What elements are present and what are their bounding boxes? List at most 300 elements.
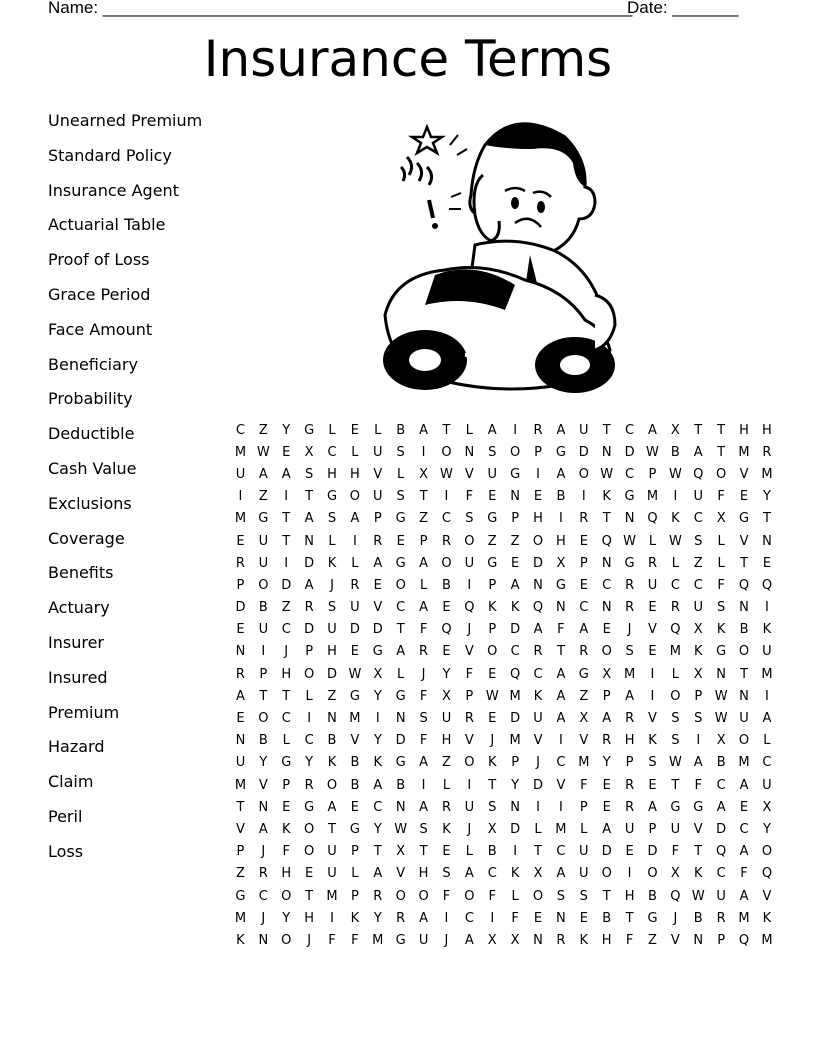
grid-letter[interactable]: P [694,688,703,704]
grid-letter[interactable]: E [373,577,382,593]
grid-letter[interactable]: O [532,888,544,904]
grid-letter[interactable]: E [511,555,520,571]
grid-letter[interactable]: N [395,799,406,815]
grid-letter[interactable]: O [304,821,315,837]
grid-letter[interactable]: G [395,555,406,571]
grid-letter[interactable]: X [304,444,314,460]
grid-letter[interactable]: L [328,422,336,438]
grid-letter[interactable]: D [510,622,521,638]
grid-letter[interactable]: X [693,622,703,638]
grid-letter[interactable]: N [624,511,635,527]
grid-letter[interactable]: M [761,932,773,948]
grid-letter[interactable]: G [235,888,246,904]
grid-letter[interactable]: A [235,688,245,704]
grid-letter[interactable]: I [696,733,701,749]
grid-letter[interactable]: Y [442,666,451,682]
grid-letter[interactable]: C [304,733,314,749]
grid-letter[interactable]: U [579,844,589,860]
grid-letter[interactable]: V [533,733,543,749]
grid-letter[interactable]: V [579,733,589,749]
grid-letter[interactable]: R [396,910,406,926]
grid-letter[interactable]: E [739,799,749,815]
grid-letter[interactable]: U [579,866,589,882]
grid-letter[interactable]: O [532,533,544,549]
grid-letter[interactable]: C [281,622,291,638]
grid-letter[interactable]: P [602,688,611,704]
grid-letter[interactable]: V [464,644,474,660]
grid-letter[interactable]: S [694,533,703,549]
grid-letter[interactable]: I [765,688,769,704]
grid-letter[interactable]: F [694,777,702,793]
grid-letter[interactable]: E [602,777,611,793]
grid-letter[interactable]: N [510,489,520,505]
grid-letter[interactable]: F [625,932,634,948]
grid-letter[interactable]: T [282,688,291,704]
grid-letter[interactable]: O [441,444,452,460]
grid-letter[interactable]: X [533,866,543,882]
grid-letter[interactable]: N [235,733,246,749]
grid-letter[interactable]: K [510,600,520,616]
grid-letter[interactable]: R [304,600,314,616]
grid-letter[interactable]: J [307,932,312,948]
grid-letter[interactable]: Z [419,511,429,527]
grid-letter[interactable]: Q [761,866,773,882]
grid-letter[interactable]: I [444,910,449,926]
grid-letter[interactable]: Z [442,755,451,771]
grid-letter[interactable]: G [304,799,315,815]
grid-letter[interactable]: Q [670,622,681,638]
grid-letter[interactable]: U [373,444,383,460]
grid-letter[interactable]: C [625,422,635,438]
grid-letter[interactable]: C [602,577,612,593]
grid-letter[interactable]: N [601,555,612,571]
grid-letter[interactable]: C [373,799,383,815]
grid-letter[interactable]: O [487,644,498,660]
grid-letter[interactable]: W [485,688,499,704]
grid-letter[interactable]: Q [670,888,681,904]
grid-letter[interactable]: A [327,799,337,815]
grid-letter[interactable]: P [259,666,268,682]
grid-letter[interactable]: K [602,489,611,505]
grid-letter[interactable]: E [282,444,291,460]
grid-letter[interactable]: E [488,666,497,682]
grid-letter[interactable]: B [693,910,703,926]
grid-letter[interactable]: O [601,644,612,660]
grid-letter[interactable]: R [373,533,383,549]
grid-letter[interactable]: Q [738,932,750,948]
grid-letter[interactable]: K [487,755,497,771]
grid-letter[interactable]: B [648,888,657,904]
grid-letter[interactable]: M [234,910,247,926]
grid-letter[interactable]: E [762,555,772,571]
grid-letter[interactable]: R [625,799,635,815]
grid-letter[interactable]: G [670,799,681,815]
grid-letter[interactable]: C [625,466,635,482]
grid-letter[interactable]: E [533,910,543,926]
grid-letter[interactable]: N [533,932,543,948]
grid-letter[interactable]: K [327,755,337,771]
grid-letter[interactable]: S [488,799,497,815]
grid-letter[interactable]: S [488,444,497,460]
grid-letter[interactable]: I [650,666,655,682]
grid-letter[interactable]: A [556,688,566,704]
grid-letter[interactable]: R [441,533,451,549]
grid-letter[interactable]: G [555,577,566,593]
grid-letter[interactable]: V [258,777,268,793]
grid-letter[interactable]: G [349,688,360,704]
grid-letter[interactable]: K [281,821,291,837]
grid-letter[interactable]: I [627,866,632,882]
grid-letter[interactable]: O [670,688,681,704]
grid-letter[interactable]: F [671,844,680,860]
grid-letter[interactable]: T [396,622,405,638]
grid-letter[interactable]: U [670,821,681,837]
grid-letter[interactable]: P [350,844,359,860]
grid-letter[interactable]: A [693,755,703,771]
grid-letter[interactable]: V [762,888,772,904]
grid-letter[interactable]: D [327,666,338,682]
grid-letter[interactable]: E [648,600,657,616]
grid-letter[interactable]: E [236,711,245,727]
grid-letter[interactable]: C [670,577,680,593]
grid-letter[interactable]: R [533,644,543,660]
grid-letter[interactable]: J [673,910,678,926]
grid-letter[interactable]: S [327,600,337,616]
grid-letter[interactable]: F [488,888,496,904]
grid-letter[interactable]: U [693,600,704,616]
grid-letter[interactable]: E [579,533,588,549]
grid-letter[interactable]: D [533,777,544,793]
grid-letter[interactable]: N [464,444,475,460]
grid-letter[interactable]: G [624,489,635,505]
grid-letter[interactable]: C [441,511,451,527]
grid-letter[interactable]: M [738,755,750,771]
grid-letter[interactable]: R [716,910,726,926]
grid-letter[interactable]: T [442,422,451,438]
grid-letter[interactable]: H [281,666,292,682]
grid-letter[interactable]: K [373,755,383,771]
grid-letter[interactable]: C [533,666,543,682]
grid-letter[interactable]: O [281,932,292,948]
grid-letter[interactable]: N [601,444,612,460]
grid-letter[interactable]: A [419,755,429,771]
grid-letter[interactable]: L [397,466,405,482]
grid-letter[interactable]: U [418,932,429,948]
grid-letter[interactable]: I [558,733,563,749]
grid-letter[interactable]: K [693,866,703,882]
grid-letter[interactable]: H [601,932,612,948]
grid-letter[interactable]: X [579,711,589,727]
grid-letter[interactable]: G [395,755,406,771]
grid-letter[interactable]: M [623,666,636,682]
grid-letter[interactable]: V [670,932,680,948]
grid-letter[interactable]: O [464,533,475,549]
grid-letter[interactable]: T [625,910,634,926]
grid-letter[interactable]: X [670,866,680,882]
grid-letter[interactable]: A [258,821,268,837]
grid-letter[interactable]: S [671,711,680,727]
grid-letter[interactable]: G [487,555,498,571]
grid-letter[interactable]: M [669,644,681,660]
grid-letter[interactable]: E [442,844,451,860]
grid-letter[interactable]: L [442,777,451,793]
grid-letter[interactable]: I [421,444,426,460]
grid-letter[interactable]: M [738,910,750,926]
grid-letter[interactable]: S [579,888,588,904]
grid-letter[interactable]: I [490,910,495,926]
grid-letter[interactable]: U [258,555,269,571]
grid-letter[interactable]: G [487,511,498,527]
grid-letter[interactable]: K [648,733,657,749]
grid-letter[interactable]: T [328,821,336,837]
grid-letter[interactable]: S [304,466,314,482]
grid-letter[interactable]: S [625,644,634,660]
grid-letter[interactable]: R [602,733,612,749]
grid-letter[interactable]: O [304,666,315,682]
grid-letter[interactable]: G [281,755,292,771]
grid-letter[interactable]: N [395,711,406,727]
grid-letter[interactable]: E [579,577,588,593]
grid-letter[interactable]: T [534,844,542,860]
grid-letter[interactable]: X [716,733,726,749]
grid-letter[interactable]: D [395,733,406,749]
grid-letter[interactable]: X [487,932,497,948]
grid-letter[interactable]: I [284,489,289,505]
grid-letter[interactable]: E [533,489,543,505]
grid-letter[interactable]: A [304,577,314,593]
grid-letter[interactable]: C [464,910,474,926]
grid-letter[interactable]: H [327,466,337,482]
grid-letter[interactable]: A [556,422,566,438]
grid-letter[interactable]: P [511,755,520,771]
grid-letter[interactable]: U [487,466,497,482]
grid-letter[interactable]: W [714,688,728,704]
grid-letter[interactable]: M [509,733,521,749]
grid-letter[interactable]: R [235,555,245,571]
grid-letter[interactable]: I [558,511,563,527]
grid-letter[interactable]: A [716,799,726,815]
grid-letter[interactable]: O [738,644,750,660]
grid-letter[interactable]: A [648,422,657,438]
grid-letter[interactable]: D [349,622,360,638]
grid-letter[interactable]: N [693,932,704,948]
grid-letter[interactable]: R [556,932,566,948]
grid-letter[interactable]: O [258,577,269,593]
grid-letter[interactable]: A [556,711,566,727]
grid-letter[interactable]: G [258,511,269,527]
grid-letter[interactable]: T [236,799,245,815]
grid-letter[interactable]: X [442,688,451,704]
grid-letter[interactable]: C [762,755,772,771]
grid-letter[interactable]: T [282,533,291,549]
grid-letter[interactable]: K [487,600,497,616]
grid-letter[interactable]: D [281,577,292,593]
grid-letter[interactable]: C [327,444,337,460]
grid-letter[interactable]: V [648,711,657,727]
grid-letter[interactable]: G [739,511,750,527]
grid-letter[interactable]: I [513,844,518,860]
grid-letter[interactable]: E [442,600,451,616]
grid-letter[interactable]: X [716,511,726,527]
grid-letter[interactable]: H [327,644,337,660]
grid-letter[interactable]: X [670,422,680,438]
grid-letter[interactable]: R [647,555,657,571]
grid-letter[interactable]: P [350,888,359,904]
grid-letter[interactable]: Q [441,622,452,638]
grid-letter[interactable]: Y [305,755,314,771]
grid-letter[interactable]: U [464,799,475,815]
grid-letter[interactable]: Y [373,910,382,926]
grid-letter[interactable]: W [714,711,728,727]
grid-letter[interactable]: Y [282,910,291,926]
grid-letter[interactable]: D [235,600,246,616]
grid-letter[interactable]: O [258,711,269,727]
grid-letter[interactable]: A [464,932,474,948]
grid-letter[interactable]: V [739,533,749,549]
grid-letter[interactable]: Y [762,821,771,837]
grid-letter[interactable]: B [556,489,566,505]
grid-letter[interactable]: J [467,821,472,837]
grid-letter[interactable]: W [668,755,682,771]
grid-letter[interactable]: O [395,888,406,904]
grid-letter[interactable]: A [487,422,497,438]
grid-letter[interactable]: G [624,555,635,571]
grid-letter[interactable]: F [351,932,359,948]
grid-letter[interactable]: K [236,932,245,948]
grid-letter[interactable]: N [716,666,727,682]
grid-letter[interactable]: M [234,777,247,793]
grid-letter[interactable]: S [442,866,451,882]
grid-letter[interactable]: N [235,644,246,660]
grid-letter[interactable]: M [234,511,247,527]
grid-letter[interactable]: U [624,821,635,837]
grid-letter[interactable]: M [372,932,384,948]
grid-letter[interactable]: B [350,777,360,793]
grid-letter[interactable]: Z [327,688,337,704]
grid-letter[interactable]: C [487,866,497,882]
grid-letter[interactable]: T [602,511,611,527]
grid-letter[interactable]: D [304,555,315,571]
grid-letter[interactable]: G [326,489,338,505]
grid-letter[interactable]: X [693,666,703,682]
grid-letter[interactable]: K [762,622,772,638]
grid-letter[interactable]: K [533,688,543,704]
grid-letter[interactable]: T [602,422,611,438]
grid-letter[interactable]: W [668,466,682,482]
grid-letter[interactable]: X [510,932,520,948]
grid-letter[interactable]: V [464,466,474,482]
grid-letter[interactable]: V [350,733,360,749]
grid-letter[interactable]: M [761,466,773,482]
grid-letter[interactable]: G [395,932,406,948]
grid-letter[interactable]: C [281,711,291,727]
grid-letter[interactable]: T [373,844,382,860]
grid-letter[interactable]: A [258,466,268,482]
grid-letter[interactable]: Q [716,844,727,860]
grid-letter[interactable]: U [327,844,337,860]
grid-letter[interactable]: U [258,533,269,549]
grid-letter[interactable]: A [350,511,360,527]
grid-letter[interactable]: R [235,666,245,682]
grid-letter[interactable]: T [556,644,565,660]
grid-letter[interactable]: L [397,666,405,682]
grid-letter[interactable]: Q [693,466,704,482]
grid-letter[interactable]: E [442,644,451,660]
grid-letter[interactable]: E [648,777,657,793]
grid-letter[interactable]: X [556,555,566,571]
grid-letter[interactable]: A [739,888,749,904]
grid-letter[interactable]: A [579,622,589,638]
grid-letter[interactable]: Q [510,666,521,682]
grid-letter[interactable]: L [717,555,725,571]
grid-letter[interactable]: V [396,866,406,882]
grid-letter[interactable]: A [556,866,566,882]
grid-letter[interactable]: A [556,666,566,682]
grid-letter[interactable]: E [488,489,497,505]
grid-letter[interactable]: T [671,777,680,793]
grid-letter[interactable]: G [395,511,406,527]
grid-letter[interactable]: H [418,866,429,882]
grid-letter[interactable]: S [694,711,703,727]
grid-letter[interactable]: R [670,600,680,616]
grid-letter[interactable]: L [511,888,519,904]
grid-letter[interactable]: Y [373,688,382,704]
grid-letter[interactable]: Z [258,422,268,438]
grid-letter[interactable]: I [467,777,472,793]
grid-letter[interactable]: V [464,733,474,749]
grid-letter[interactable]: J [261,910,266,926]
grid-letter[interactable]: A [693,444,703,460]
grid-letter[interactable]: E [350,644,359,660]
grid-letter[interactable]: A [419,910,429,926]
grid-letter[interactable]: I [307,711,312,727]
grid-letter[interactable]: R [625,600,635,616]
grid-letter[interactable]: O [647,866,658,882]
grid-letter[interactable]: H [281,866,292,882]
grid-letter[interactable]: F [740,866,748,882]
grid-letter[interactable]: A [739,777,749,793]
grid-letter[interactable]: N [556,910,566,926]
grid-letter[interactable]: R [464,711,474,727]
grid-letter[interactable]: A [602,821,612,837]
grid-letter[interactable]: E [282,799,291,815]
grid-letter[interactable]: C [235,422,245,438]
grid-letter[interactable]: O [464,755,475,771]
grid-letter[interactable]: M [326,888,338,904]
grid-letter[interactable]: G [555,444,566,460]
grid-letter[interactable]: J [330,577,334,593]
grid-letter[interactable]: M [578,755,590,771]
grid-letter[interactable]: T [488,777,497,793]
grid-letter[interactable]: M [761,666,773,682]
grid-letter[interactable]: I [673,489,678,505]
grid-letter[interactable]: A [419,555,429,571]
grid-letter[interactable]: O [326,777,338,793]
grid-letter[interactable]: N [739,688,749,704]
grid-letter[interactable]: C [510,644,520,660]
grid-letter[interactable]: L [351,555,359,571]
grid-letter[interactable]: S [327,511,337,527]
grid-letter[interactable]: K [716,622,726,638]
grid-letter[interactable]: S [419,821,428,837]
grid-letter[interactable]: A [464,866,474,882]
grid-letter[interactable]: G [349,821,360,837]
grid-letter[interactable]: E [625,844,634,860]
grid-letter[interactable]: H [304,910,314,926]
grid-letter[interactable]: C [579,600,589,616]
grid-letter[interactable]: A [373,555,383,571]
grid-letter[interactable]: T [717,422,726,438]
